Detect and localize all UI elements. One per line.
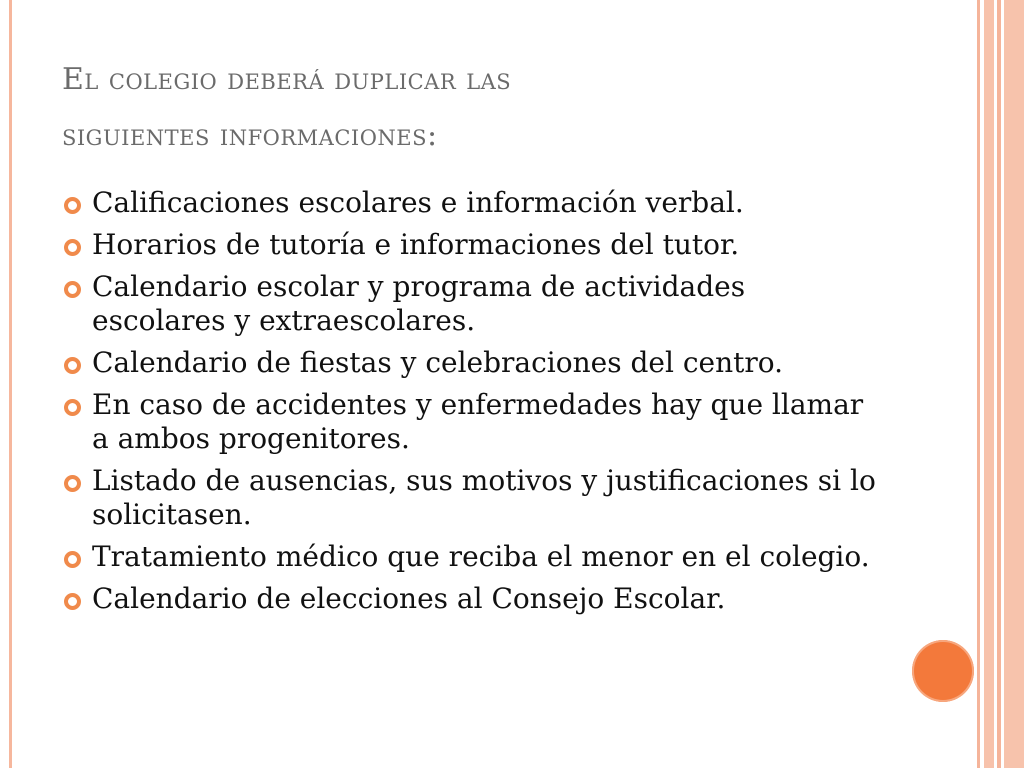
list-item	[62, 388, 882, 456]
ring-bullet-icon	[64, 197, 81, 214]
list-item	[62, 270, 882, 338]
list-item-text: En caso de accidentes y enfermedades hay que llamar a ambos progenitores.	[92, 388, 864, 455]
list-item	[62, 582, 882, 616]
right-stripe	[1004, 0, 1024, 768]
orange-circle-icon	[912, 640, 974, 702]
slide-title	[62, 52, 922, 164]
list-item	[62, 540, 882, 574]
ring-bullet-icon	[64, 551, 81, 568]
ring-bullet-icon	[64, 281, 81, 298]
title-line-2: siguientes informaciones:	[62, 118, 438, 153]
left-border-line	[9, 0, 12, 768]
ring-bullet-icon	[64, 399, 81, 416]
list-item	[62, 186, 882, 220]
list-item-text: Listado de ausencias, sus motivos y justificaciones si lo solicitasen.	[92, 464, 876, 531]
bullet-list	[62, 186, 882, 624]
list-item	[62, 228, 882, 262]
list-item-text: Calendario de fiestas y celebraciones del centro.	[92, 346, 784, 379]
ring-bullet-icon	[64, 357, 81, 374]
list-item-text: Horarios de tutoría e informaciones del tutor.	[92, 228, 740, 261]
ring-bullet-icon	[64, 239, 81, 256]
right-stripe	[997, 0, 1001, 768]
ring-bullet-icon	[64, 475, 81, 492]
title-line-1: El colegio deberá duplicar las	[62, 62, 512, 97]
list-item-text: Calificaciones escolares e información verbal.	[92, 186, 744, 219]
list-item-text: Calendario de elecciones al Consejo Escolar.	[92, 582, 726, 615]
right-stripe	[984, 0, 994, 768]
list-item	[62, 346, 882, 380]
list-item-text: Calendario escolar y programa de actividades escolares y extraescolares.	[92, 270, 746, 337]
ring-bullet-icon	[64, 593, 81, 610]
list-item-text: Tratamiento médico que reciba el menor en el colegio.	[92, 540, 870, 573]
right-stripe	[977, 0, 980, 768]
list-item	[62, 464, 882, 532]
